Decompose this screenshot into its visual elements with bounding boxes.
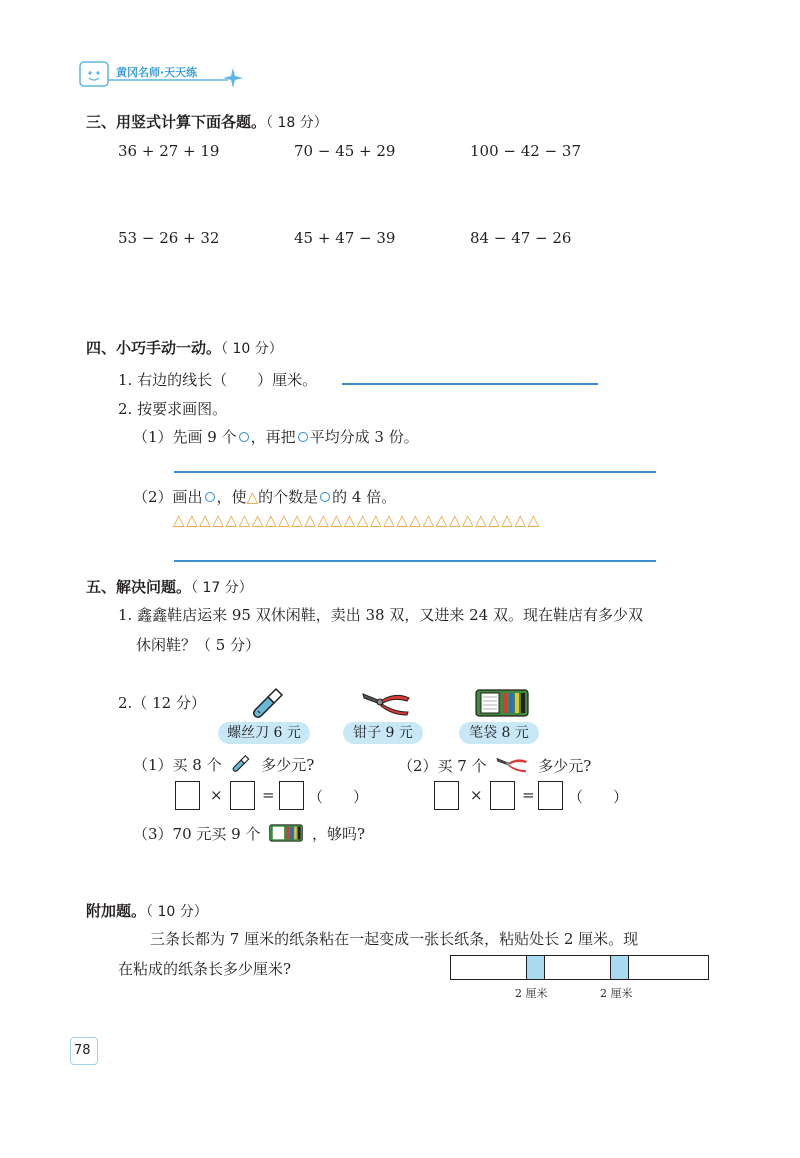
expr-6: 84 − 47 − 26 <box>470 229 572 247</box>
overlap-label: 2 厘米 <box>600 987 633 1000</box>
section4-q2-2: （2）画出 ，使△的个数是 的 4 倍。 <box>133 488 397 506</box>
section5-title: 五、解决问题。（ 17 分） <box>86 578 253 596</box>
section4-q2-1: （1）先画 9 个 ，再把 平均分成 3 份。 <box>133 428 419 446</box>
bonus-line2: 在粘成的纸条长多少厘米? <box>118 960 292 978</box>
triangle-row: △△△△△△△△△△△△△△△△△△△△△△△△△△△△ <box>173 511 541 529</box>
section3-title: 三、用竖式计算下面各题。（ 18 分） <box>86 113 328 131</box>
section4-title: 四、小巧手动一动。（ 10 分） <box>86 339 283 357</box>
sub-question-1: （1）买 8 个 多少元? <box>133 756 315 774</box>
screwdriver-icon <box>230 754 252 774</box>
expr-5: 45 + 47 − 39 <box>294 229 396 247</box>
unit-paren[interactable]: （ ） <box>308 788 369 806</box>
section5-q2-label: 2.（ 12 分） <box>118 694 206 712</box>
answer-box[interactable] <box>279 781 304 810</box>
expr-3: 100 − 42 − 37 <box>470 142 582 160</box>
price-tag-pliers: 钳子 9 元 <box>343 722 423 744</box>
equals-sign: = <box>262 786 275 804</box>
pliers-icon <box>495 754 529 776</box>
equals-sign: = <box>522 786 535 804</box>
section4-q1: 1. 右边的线长（ ）厘米。 <box>118 371 318 389</box>
screwdriver-icon <box>248 686 288 722</box>
section4-q2: 2. 按要求画图。 <box>118 400 228 418</box>
circle-icon <box>298 432 308 442</box>
section5-q1-line2: 休闲鞋？（ 5 分） <box>136 636 261 654</box>
bonus-title: 附加题。（ 10 分） <box>86 902 208 920</box>
circle-icon <box>239 432 249 442</box>
header-brand: 黄冈名师·天天练 <box>116 66 198 79</box>
triangle-icon: △ <box>246 488 259 506</box>
pliers-icon <box>360 688 412 720</box>
paper-strip <box>450 955 709 980</box>
unit-paren[interactable]: （ ） <box>568 788 629 806</box>
sub-question-2: （2）买 7 个 多少元? <box>398 754 591 776</box>
overlap-segment <box>610 955 629 980</box>
bonus-line1: 三条长都为 7 厘米的纸条粘在一起变成一张长纸条，粘贴处长 2 厘米。现 <box>150 930 639 948</box>
price-tag-pencil-case: 笔袋 8 元 <box>459 722 539 744</box>
answer-box[interactable] <box>175 781 200 810</box>
overlap-label: 2 厘米 <box>515 987 548 1000</box>
answer-box[interactable] <box>538 781 563 810</box>
answer-line-1[interactable] <box>174 471 656 473</box>
answer-box[interactable] <box>434 781 459 810</box>
answer-line-2[interactable] <box>174 560 656 562</box>
overlap-segment <box>526 955 545 980</box>
circle-icon <box>205 492 215 502</box>
answer-box[interactable] <box>230 781 255 810</box>
measure-line <box>342 383 598 385</box>
pencil-case-icon <box>269 822 303 844</box>
section5-q1-line1: 1. 鑫鑫鞋店运来 95 双休闲鞋，卖出 38 双，又进来 24 双。现在鞋店有多少双 <box>118 606 643 624</box>
times-sign: × <box>210 786 223 804</box>
sub-question-3: （3）70 元买 9 个 ，够吗? <box>133 822 365 844</box>
header-badge <box>78 58 248 92</box>
expr-2: 70 − 45 + 29 <box>294 142 396 160</box>
price-tag-screwdriver: 螺丝刀 6 元 <box>218 722 310 744</box>
answer-box[interactable] <box>490 781 515 810</box>
times-sign: × <box>470 786 483 804</box>
circle-icon <box>320 492 330 502</box>
expr-4: 53 − 26 + 32 <box>118 229 220 247</box>
page-number: 78 <box>74 1043 91 1058</box>
page-number-box <box>70 1037 98 1065</box>
pencil-case-icon <box>475 688 529 718</box>
expr-1: 36 + 27 + 19 <box>118 142 220 160</box>
